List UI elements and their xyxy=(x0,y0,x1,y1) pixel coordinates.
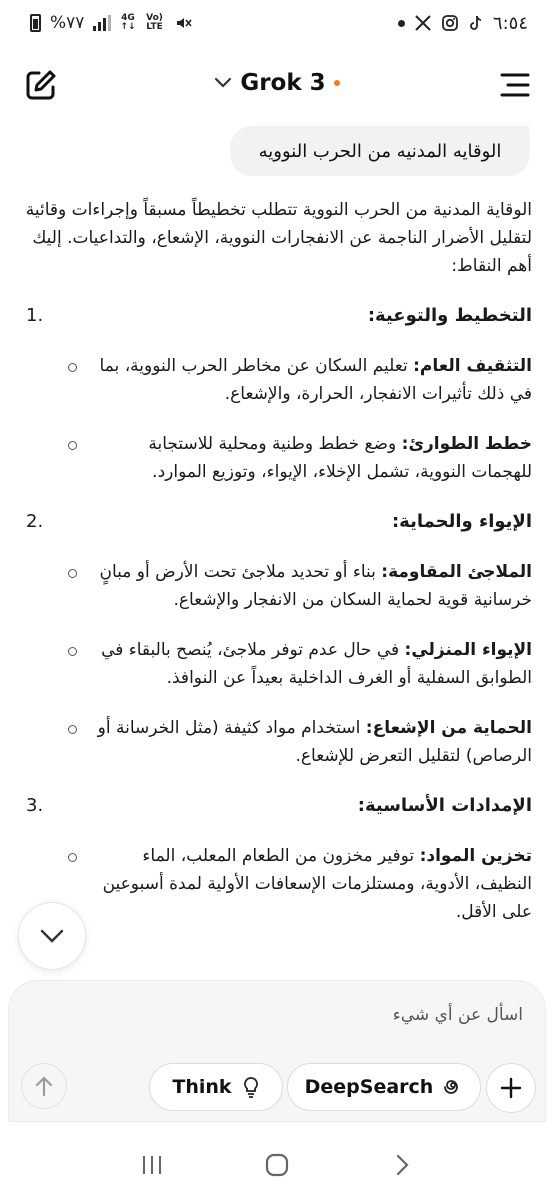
bullet-item xyxy=(24,636,532,692)
instagram-icon xyxy=(441,14,459,32)
bullet-text: وضع خطط وطنية ومحلية للاستجابة للهجمات النووية، تشمل الإخلاء، الإيواء، وتوزيع الموارد. xyxy=(148,434,532,482)
network-4g: 4G xyxy=(121,13,135,23)
plus-icon xyxy=(500,1077,522,1099)
bullet-text: توفير مخزون من الطعام المعلب، الماء النظيف، الأدوية، ومستلزمات الإسعافات الأولية لمدة أسبوعين على الأقل. xyxy=(102,846,532,922)
bullet-item xyxy=(24,714,532,770)
back-icon xyxy=(394,1153,410,1177)
menu-icon xyxy=(500,72,530,98)
bullet-item xyxy=(24,352,532,408)
model-selector[interactable] xyxy=(202,70,352,96)
user-message-text: الوقايه المدنيه من الحرب النوويه xyxy=(258,140,502,162)
menu-button[interactable] xyxy=(500,72,530,98)
think-label: Think xyxy=(172,1076,232,1098)
bullet-text: بناء أو تحديد ملاجئ تحت الأرض أو مبانٍ خرسانية قوية لحماية السكان من الانفجار والإشعاع. xyxy=(99,562,532,610)
bullet-term: الإيواء المنزلي: xyxy=(404,640,532,660)
bullet-item xyxy=(24,430,532,486)
battery-icon xyxy=(30,14,41,32)
deepsearch-button[interactable] xyxy=(287,1063,481,1111)
bullet-term: تخزين المواد: xyxy=(419,846,532,866)
section-number: 1. xyxy=(26,305,44,326)
tiktok-icon xyxy=(468,14,484,32)
chevron-down-icon xyxy=(40,929,64,943)
arrow-up-icon xyxy=(34,1075,54,1097)
mute-icon xyxy=(174,14,192,32)
section-title: التخطيط والتوعية: xyxy=(367,305,532,326)
recents-button[interactable] xyxy=(132,1145,172,1185)
recents-icon xyxy=(140,1154,164,1176)
section-heading xyxy=(24,792,532,820)
scroll-to-bottom-button[interactable] xyxy=(18,902,86,970)
status-left xyxy=(30,13,192,33)
send-button[interactable] xyxy=(21,1063,67,1109)
new-chat-button[interactable] xyxy=(24,68,58,102)
swirl-icon xyxy=(443,1077,463,1097)
bullet-item xyxy=(24,842,532,926)
status-bar xyxy=(0,0,554,46)
bullet-text: تعليم السكان عن مخاطر الحرب النووية، بما في ذلك تأثيرات الانفجار، الحرارة، والإشعاع. xyxy=(99,356,532,404)
section-title: الإمدادات الأساسية: xyxy=(357,795,532,816)
think-button[interactable] xyxy=(149,1063,283,1111)
bullet-text: في حال عدم توفر ملاجئ، يُنصح بالبقاء في الطوابق السفلية أو الغرف الداخلية بعيداً عن النوافذ. xyxy=(101,640,532,688)
bullet-text: استخدام مواد كثيفة (مثل الخرسانة أو الرصاص) لتقليل التعرض للإشعاع. xyxy=(97,718,532,766)
bullet-term: الحماية من الإشعاع: xyxy=(365,718,532,738)
system-nav-bar xyxy=(0,1130,554,1200)
volte-indicator: Vo) LTE xyxy=(146,13,163,32)
section-heading xyxy=(24,508,532,536)
edit-icon xyxy=(24,68,58,102)
bullet-term: الملاجئ المقاومة: xyxy=(381,562,532,582)
battery-percent: %٧٧ xyxy=(50,13,85,33)
composer xyxy=(8,980,546,1122)
assistant-response xyxy=(24,196,532,948)
clock: ٦:٥٤ xyxy=(492,12,528,34)
back-button[interactable] xyxy=(382,1145,422,1185)
section-number: 3. xyxy=(26,795,44,816)
home-button[interactable] xyxy=(257,1145,297,1185)
bullet-term: التثقيف العام: xyxy=(413,356,532,376)
user-message-bubble xyxy=(230,126,530,176)
bullet-term: خطط الطوارئ: xyxy=(401,434,532,454)
response-intro: الوقاية المدنية من الحرب النووية تتطلب تخطيطاً مسبقاً وإجراءات وقائية لتقليل الأضرار الناجمة عن الانفجارات النووية، الإشعاع، والتداعيات. إليك أهم النقاط: xyxy=(25,200,532,276)
section-heading xyxy=(24,302,532,330)
home-icon xyxy=(264,1152,290,1178)
response-sections xyxy=(24,302,532,926)
deepsearch-label: DeepSearch xyxy=(304,1076,434,1098)
dot-icon xyxy=(398,20,405,27)
message-input[interactable]: اسأل عن أي شيء xyxy=(392,1005,523,1025)
signal-icon xyxy=(93,15,111,31)
network-type: 4G ↑↓ xyxy=(120,13,136,32)
model-name: Grok 3 xyxy=(240,70,326,96)
section-title: الإيواء والحماية: xyxy=(391,511,532,532)
status-right xyxy=(398,13,528,34)
bullet-item xyxy=(24,558,532,614)
section-number: 2. xyxy=(26,511,44,532)
lightbulb-icon xyxy=(242,1076,260,1098)
attach-button[interactable] xyxy=(486,1063,536,1113)
app-header xyxy=(0,56,554,116)
x-logo-icon xyxy=(414,14,432,32)
chevron-down-icon xyxy=(214,77,232,89)
model-status-dot xyxy=(334,80,340,86)
